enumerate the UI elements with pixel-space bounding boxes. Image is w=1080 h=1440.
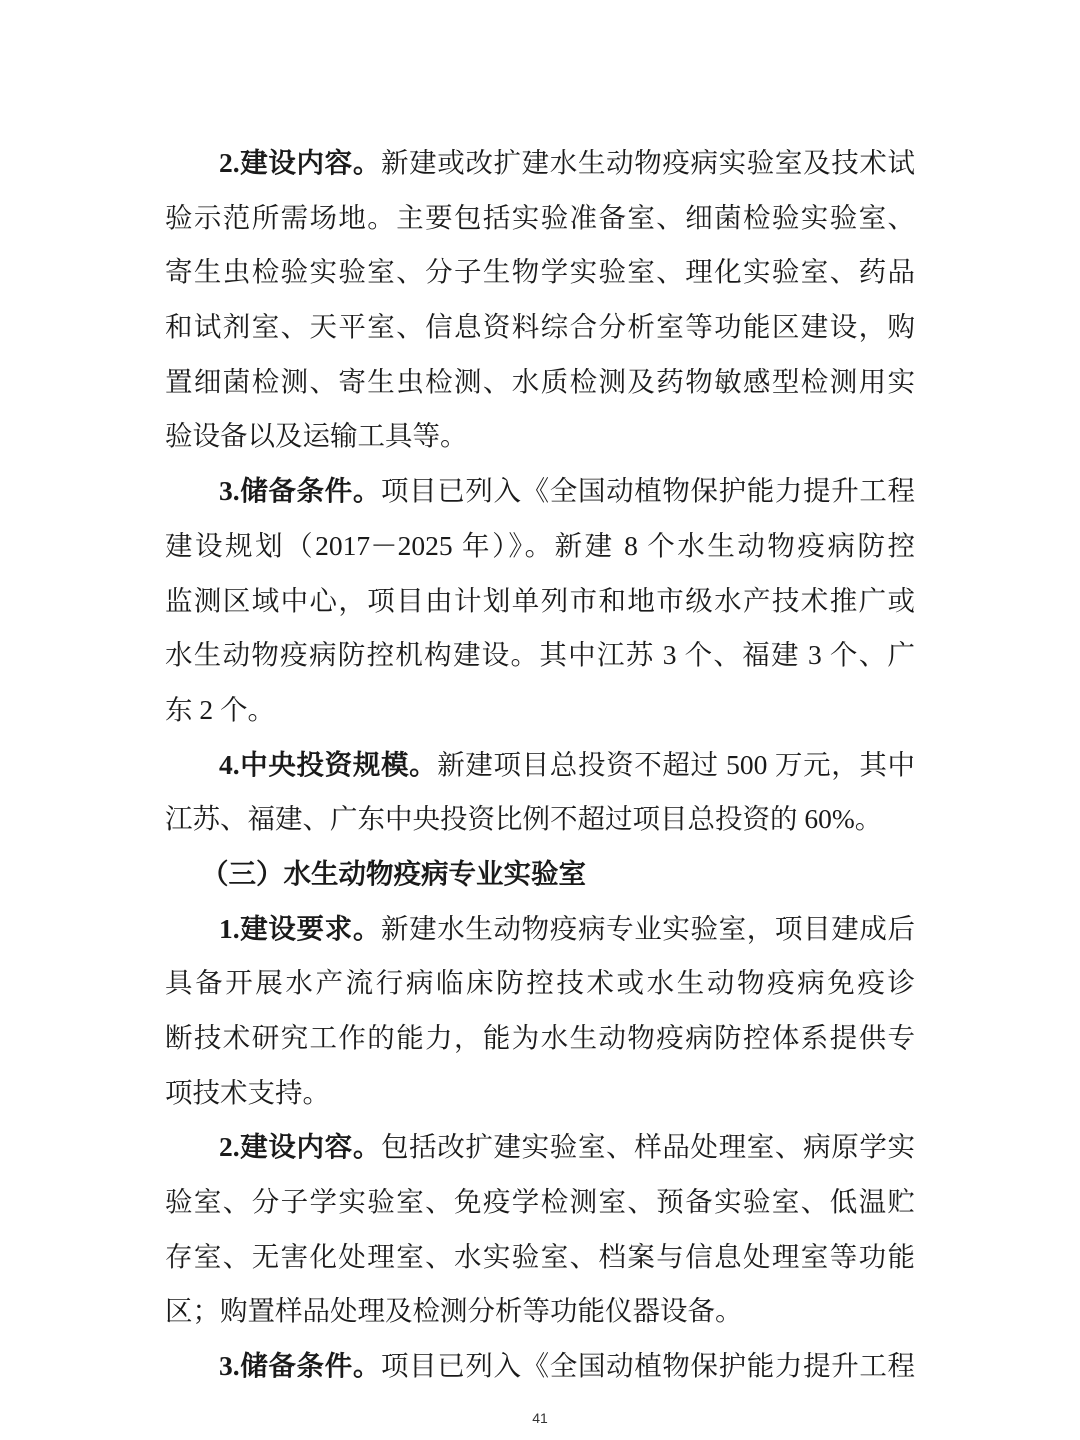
paragraph: [165, 902, 915, 1121]
text-line: [165, 464, 915, 519]
text-line: [165, 683, 915, 738]
line-text: 区；购置样品处理及检测分析等功能仪器设备。: [165, 1295, 743, 1327]
line-text: 项技术支持。: [165, 1076, 330, 1108]
line-text: 存室、无害化处理室、水实验室、档案与信息处理室等功能: [165, 1240, 915, 1272]
line-text: 项目已列入《全国动植物保护能力提升工程: [380, 475, 915, 507]
line-text: 新建项目总投资不超过 500 万元，其中: [437, 748, 915, 780]
text-line: [165, 519, 915, 574]
text-line: [165, 1011, 915, 1066]
line-text: 项目已列入《全国动植物保护能力提升工程: [380, 1350, 915, 1382]
line-text: 水生动物疫病防控机构建设。其中江苏 3 个、福建 3 个、广: [165, 639, 915, 671]
paragraph: [165, 1339, 915, 1394]
paragraph: [165, 738, 915, 847]
paragraph-lead: 3.储备条件。: [219, 1350, 381, 1382]
line-text: 监测区域中心，项目由计划单列市和地市级水产技术推广或: [165, 584, 915, 616]
text-line: [165, 1339, 915, 1394]
text-line: [165, 300, 915, 355]
text-line: [165, 1230, 915, 1285]
line-text: 建设规划（2017－2025 年）》。新建 8 个水生动物疫病防控: [165, 529, 915, 561]
text-line: [165, 191, 915, 246]
line-text: 新建水生动物疫病专业实验室，项目建成后: [380, 912, 915, 944]
paragraph-lead: 2.建设内容。: [219, 1131, 381, 1163]
paragraph-lead: 2.建设内容。: [219, 147, 381, 178]
line-text: 验示范所需场地。主要包括实验准备室、细菌检验实验室、: [165, 201, 915, 233]
paragraph-lead: 4.中央投资规模。: [219, 748, 438, 780]
text-line: [165, 245, 915, 300]
text-line: [165, 628, 915, 683]
page-number: 41: [532, 1410, 548, 1426]
line-text: 置细菌检测、寄生虫检测、水质检测及药物敏感型检测用实: [165, 365, 915, 397]
text-line: [165, 1175, 915, 1230]
line-text: 寄生虫检验实验室、分子生物学实验室、理化实验室、药品: [165, 256, 915, 288]
paragraph: [165, 1120, 915, 1339]
text-line: [165, 136, 915, 191]
text-line: [165, 738, 915, 793]
document-body: [165, 136, 915, 1394]
line-text: 验设备以及运输工具等。: [165, 420, 468, 452]
line-text: 具备开展水产流行病临床防控技术或水生动物疫病免疫诊: [165, 967, 915, 999]
text-line: [165, 409, 915, 464]
line-text: 新建或改扩建水生动物疫病实验室及技术试: [380, 147, 915, 178]
text-line: [165, 847, 915, 902]
text-line: [165, 1284, 915, 1339]
line-text: 验室、分子学实验室、免疫学检测室、预备实验室、低温贮: [165, 1186, 915, 1218]
paragraph-lead: 1.建设要求。: [219, 912, 381, 944]
line-text: 东 2 个。: [165, 693, 275, 725]
section-heading: [165, 847, 915, 902]
text-line: [165, 956, 915, 1011]
paragraph: [165, 464, 915, 737]
text-line: [165, 1120, 915, 1175]
paragraph: [165, 136, 915, 464]
text-line: [165, 1066, 915, 1121]
paragraph-lead: 3.储备条件。: [219, 475, 381, 507]
text-line: [165, 902, 915, 957]
line-text: 江苏、福建、广东中央投资比例不超过项目总投资的 60%。: [165, 803, 883, 835]
text-line: [165, 792, 915, 847]
line-text: 和试剂室、天平室、信息资料综合分析室等功能区建设，购: [165, 311, 915, 343]
text-line: [165, 574, 915, 629]
text-line: [165, 355, 915, 410]
line-text: （三）水生动物疫病专业实验室: [201, 857, 586, 889]
line-text: 包括改扩建实验室、样品处理室、病原学实: [380, 1131, 915, 1163]
line-text: 断技术研究工作的能力，能为水生动物疫病防控体系提供专: [165, 1022, 915, 1053]
